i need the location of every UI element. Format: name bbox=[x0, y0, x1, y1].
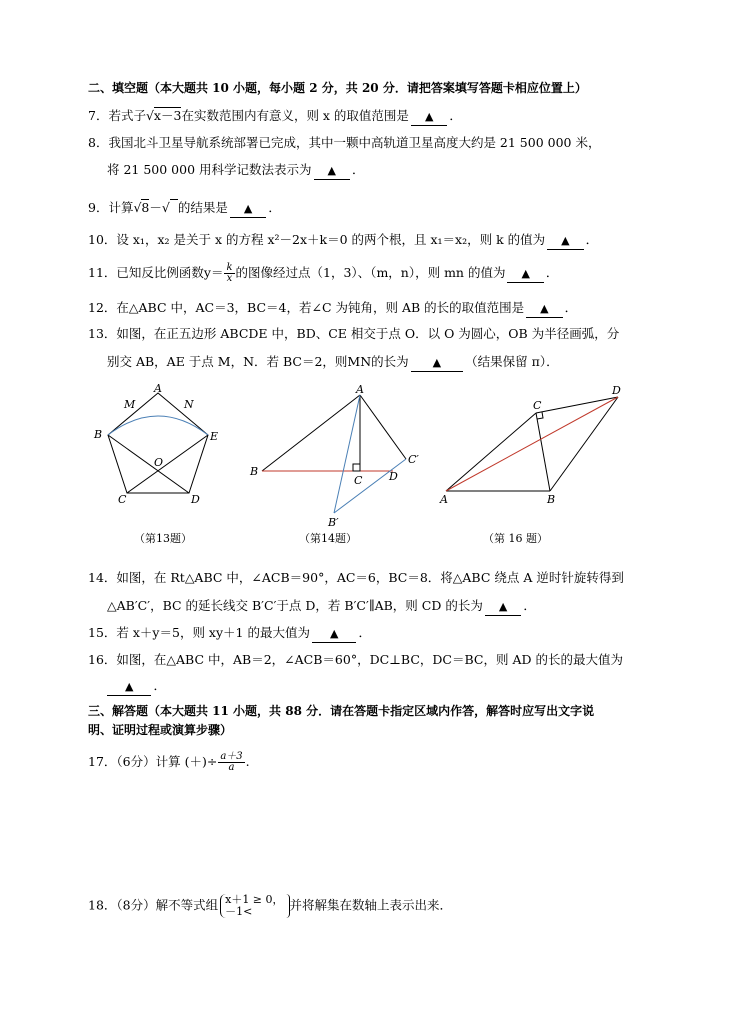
fig13-label-c: C bbox=[118, 493, 127, 506]
fig16-label-c: C bbox=[533, 399, 542, 412]
question-8-line1: 8．我国北斗卫星导航系统部署已完成，其中一颗中高轨道卫星高度大约是 21 500 000 米， bbox=[88, 135, 601, 150]
fig16-label-d: D bbox=[612, 384, 621, 397]
question-8-line2: 将 21 500 000 用科学记数法表示为 ▲ ． bbox=[107, 162, 365, 180]
question-15: 15．若 x＋y＝5，则 xy＋1 的最大值为 ▲ ． bbox=[88, 625, 371, 643]
question-18: 18．（8分）解不等式组 x＋1 ≥ 0， －1< 并将解集在数轴上表示出来． bbox=[88, 893, 453, 918]
section3-heading-line1: 三、解答题（本大题共 11 小题，共 88 分．请在答题卡指定区域内作答，解答时应写出文字说 bbox=[88, 704, 595, 718]
fig16-label-a: A bbox=[440, 493, 448, 506]
question-12: 12．在△ABC 中，AC＝3，BC＝4，若∠C 为钝角，则 AB 的长的取值范围是 ▲ ． bbox=[88, 300, 577, 318]
fig13-label-m: M bbox=[124, 398, 136, 411]
question-13-line1: 13．如图，在正五边形 ABCDE 中，BD、CE 相交于点 O．以 O 为圆心，OB 为半径画弧，分 bbox=[88, 326, 620, 341]
fig13-caption: （第13题） bbox=[134, 532, 192, 545]
fig14-label-b: B bbox=[250, 465, 259, 478]
fig16-label-b: B bbox=[547, 493, 556, 506]
figure-16 bbox=[436, 383, 632, 513]
fig14-label-d: D bbox=[389, 470, 398, 483]
figure-13 bbox=[88, 383, 228, 513]
question-10: 10．设 x₁，x₂ 是关于 x 的方程 x²－2x＋k＝0 的两个根，且 x₁＝x₂，则 k 的值为 ▲ ． bbox=[88, 232, 598, 250]
question-16-line2: ▲ ． bbox=[107, 678, 166, 696]
question-7: 7．若式子√x－3在实数范围内有意义，则 x 的取值范围是 ▲ ． bbox=[88, 108, 462, 126]
question-17: 17．（6分）计算 (＋)÷ $\frac{a+3}{a}$ . bbox=[88, 751, 250, 773]
question-11: 11．已知反比例函数y＝ $\frac{k}{x}$ 的图像经过点（1，3）、（m，n），则 mn 的值为 ▲ ． bbox=[88, 262, 559, 284]
section3-heading-line2: 明、证明过程或演算步骤） bbox=[88, 723, 233, 737]
question-16-line1: 16．如图，在△ABC 中，AB＝2，∠ACB＝60°，DC⊥BC，DC＝BC，则 AD 的长的最大值为 bbox=[88, 652, 623, 667]
fig13-label-o: O bbox=[154, 456, 164, 469]
fig14-label-c-prime: C′ bbox=[408, 453, 419, 466]
fig14-label-b-prime: B′ bbox=[328, 516, 339, 529]
fig13-label-d: D bbox=[191, 493, 200, 506]
fig13-label-b: B bbox=[94, 428, 103, 441]
fig14-caption: （第14题） bbox=[299, 532, 357, 545]
fig16-caption: （第 16 题） bbox=[483, 532, 548, 545]
question-14-line2: △AB′C′，BC 的延长线交 B′C′于点 D，若 B′C′∥AB，则 CD 的长为 ▲ ． bbox=[107, 598, 536, 616]
fig14-label-a: A bbox=[356, 383, 364, 396]
fig13-label-n: N bbox=[184, 398, 194, 411]
question-13-line2: 别交 AB，AE 于点 M，N．若 BC＝2，则MN的长为 ▲ （结果保留 π）． bbox=[107, 354, 559, 372]
fig14-label-c: C bbox=[354, 474, 363, 487]
fig13-label-e: E bbox=[210, 430, 219, 443]
fig13-label-a: A bbox=[154, 383, 162, 395]
section2-heading: 二、填空题（本大题共 10 小题，每小题 2 分，共 20 分．请把答案填写答题卡相应位置上） bbox=[88, 81, 587, 95]
question-9: 9．计算√8－√ 的结果是 ▲ ． bbox=[88, 199, 281, 218]
question-14-line1: 14．如图，在 Rt△ABC 中，∠ACB＝90°，AC＝6，BC＝8．将△ABC 绕点 A 逆时针旋转得到 bbox=[88, 570, 624, 585]
figure-14 bbox=[248, 383, 428, 533]
